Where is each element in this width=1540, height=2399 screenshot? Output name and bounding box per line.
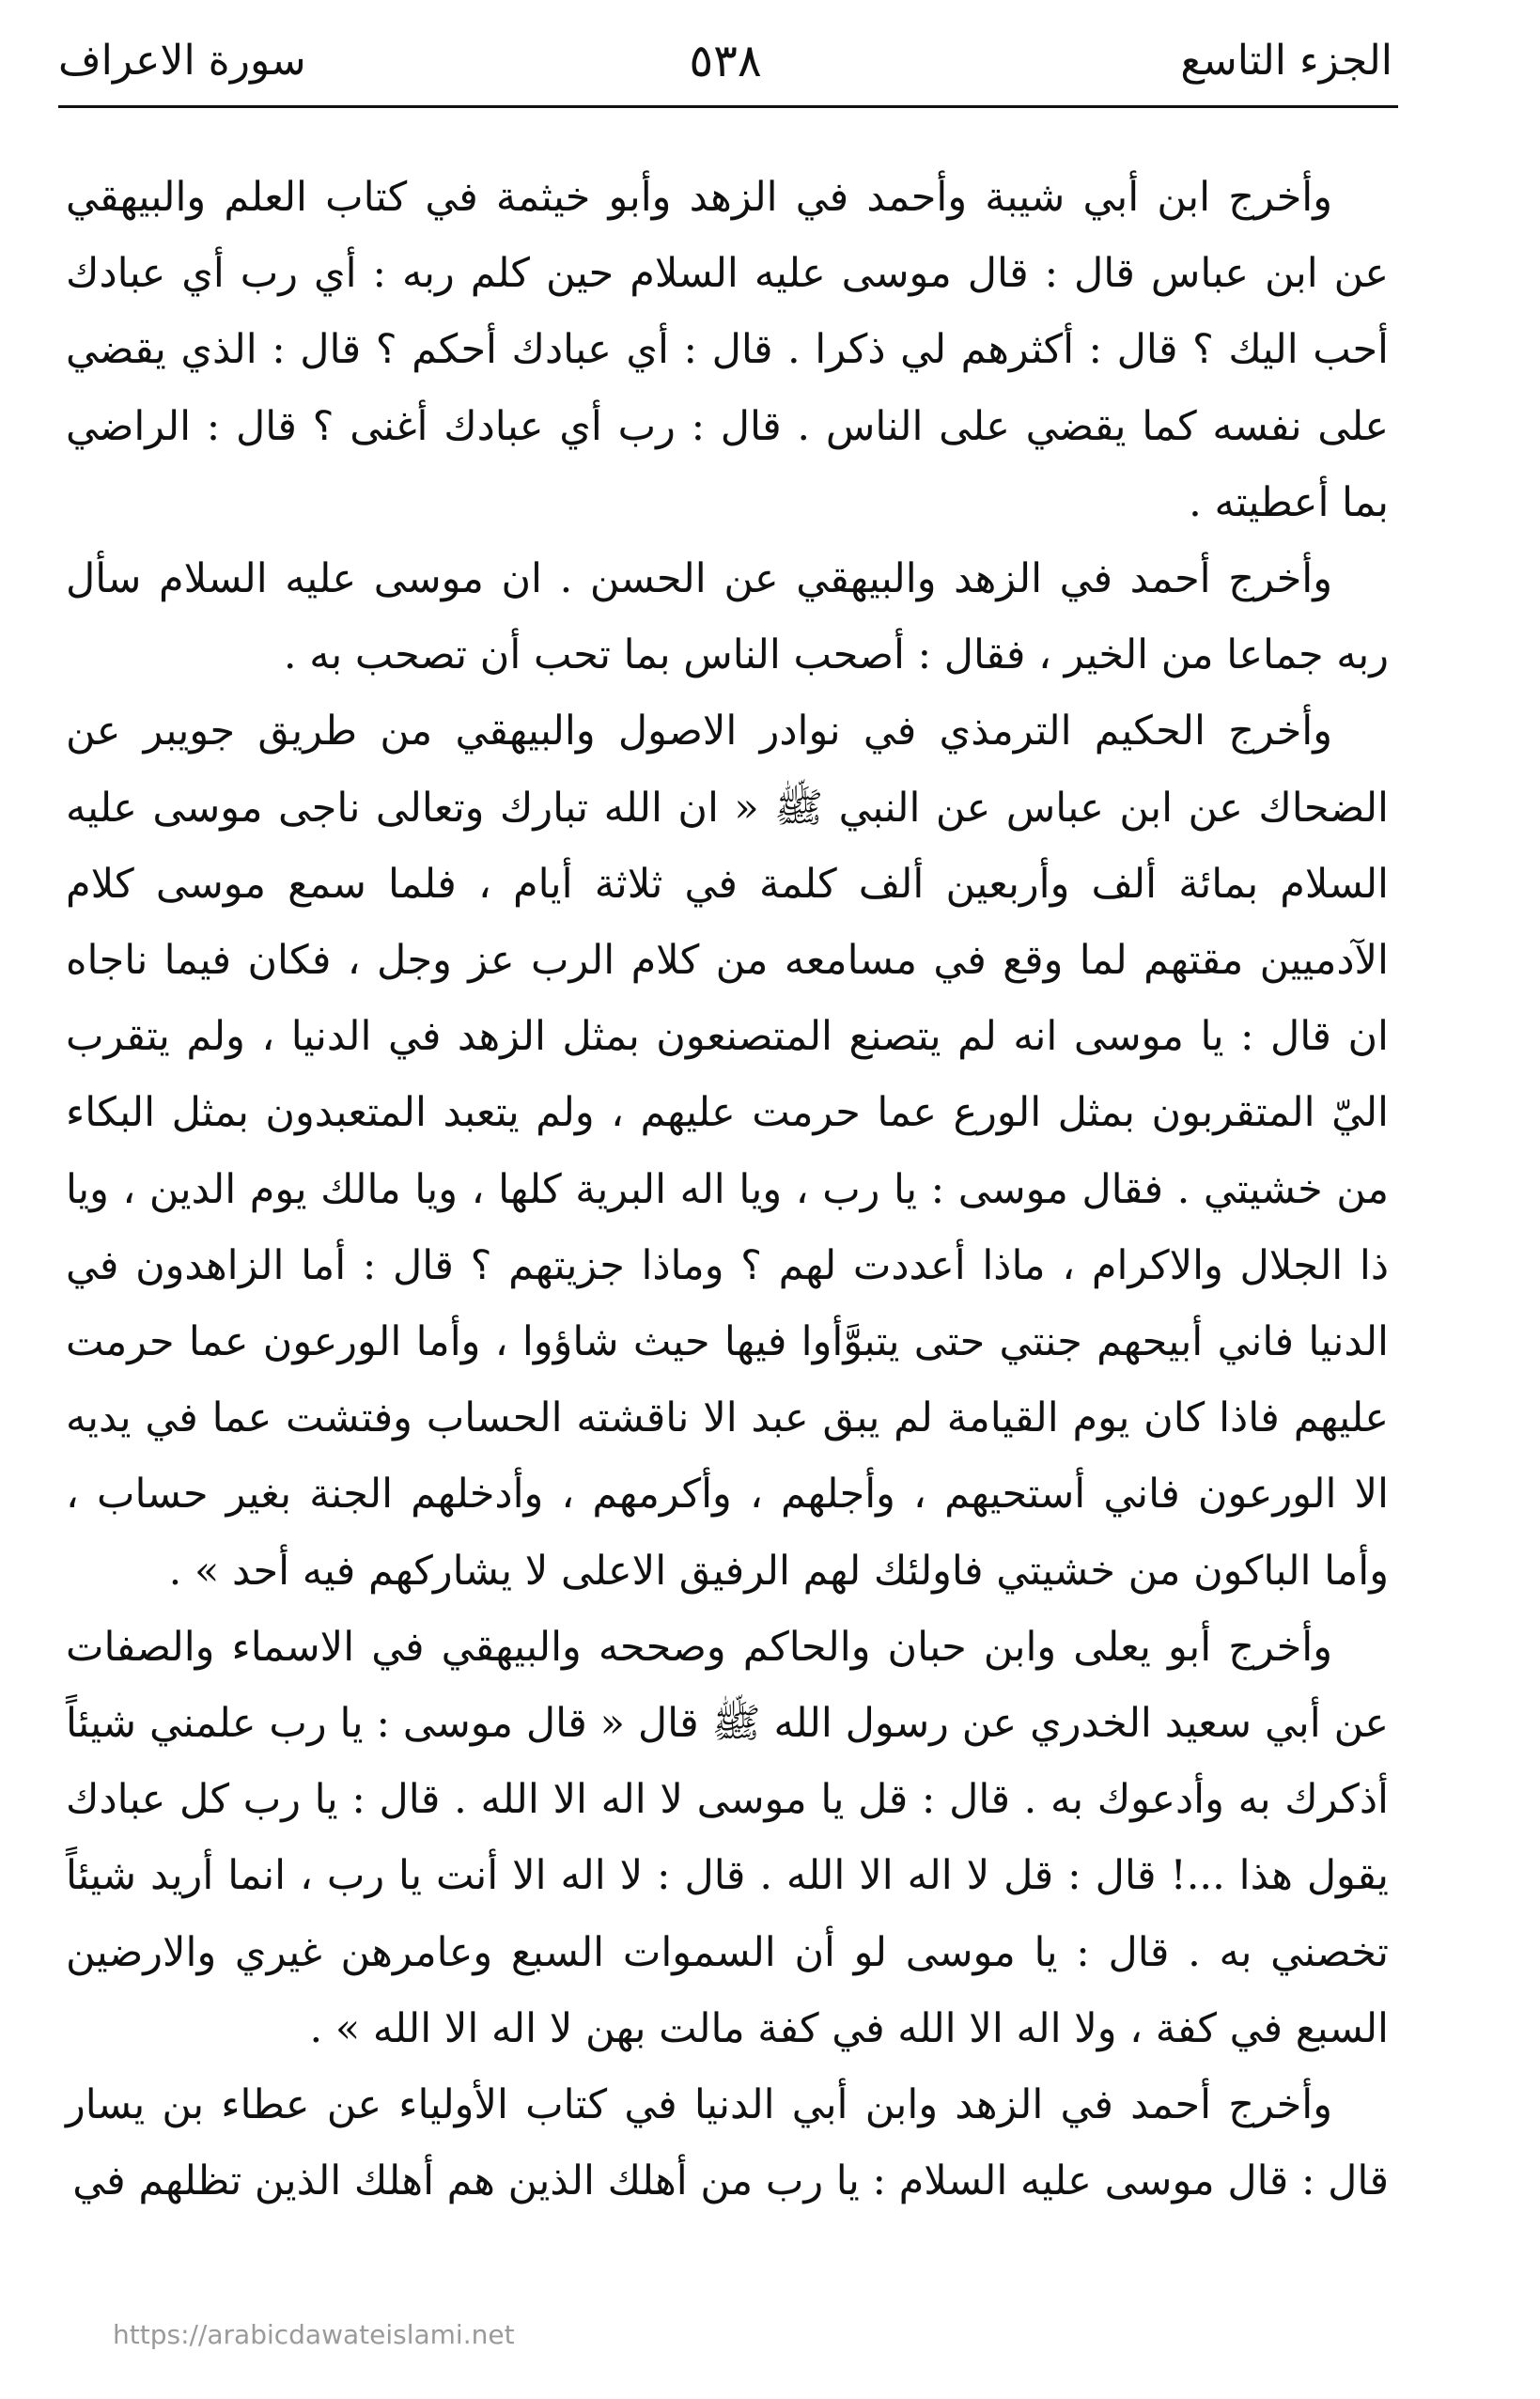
paragraph-2: وأخرج أحمد في الزهد والبيهقي عن الحسن . ان موسى عليه السلام سأل ربه جماعا من الخير ، فقال : أصحب الناس بما تحب أن تصحب به . — [66, 555, 1389, 679]
paragraph-4: وأخرج أبو يعلى وابن حبان والحاكم وصححه والبيهقي في الاسماء والصفات عن أبي سعيد الخدري عن رسول الله ﷺ قال « قال موسى : يا رب علمني شيئاً أذكرك به وأدعوك به . قال : قل يا موسى لا اله الا الله . قال : يا رب كل عبادك يقول هذا ...! قال : قل لا اله الا الله . قال : لا اله الا أنت يا رب ، انما أريد شيئاً تخصني به . قال : يا موسى لو أن السموات السبع وعامرهن غيري والارضين السبع في كفة ، ولا اله الا الله في كفة مالت بهن لا اله الا الله » . — [66, 1623, 1389, 2052]
paragraph-1: وأخرج ابن أبي شيبة وأحمد في الزهد وأبو خيثمة في كتاب العلم والبيهقي عن ابن عباس قال : قال موسى عليه السلام حين كلم ربه : أي رب أي عبادك أحب اليك ؟ قال : أكثرهم لي ذكرا . قال : أي عبادك أحكم ؟ قال : الذي يقضي على نفسه كما يقضي على الناس . قال : رب أي عبادك أغنى ؟ قال : الراضي بما أعطيته . — [66, 174, 1389, 526]
source-url: https://arabicdawateislami.net — [113, 2319, 515, 2350]
page-number: ٥٣٨ — [689, 35, 762, 87]
paragraph-5: وأخرج أحمد في الزهد وابن أبي الدنيا في كتاب الأولياء عن عطاء بن يسار قال : قال موسى عليه السلام : يا رب من أهلك الذين هم أهلك الذين تظلهم في — [66, 2081, 1389, 2205]
surah-label: سورة الاعراف — [58, 37, 306, 85]
page-body — [66, 160, 1389, 2220]
part-label: الجزء التاسع — [1180, 37, 1392, 85]
paragraph-3: وأخرج الحكيم الترمذي في نوادر الاصول والبيهقي من طريق جويبر عن الضحاك عن ابن عباس عن النبي ﷺ « ان الله تبارك وتعالى ناجى موسى عليه السلام بمائة ألف وأربعين ألف كلمة في ثلاثة أيام ، فلما سمع موسى كلام الآدميين مقتهم لما وقع في مسامعه من كلام الرب عز وجل ، فكان فيما ناجاه ان قال : يا موسى انه لم يتصنع المتصنعون بمثل الزهد في الدنيا ، ولم يتقرب اليّ المتقربون بمثل الورع عما حرمت عليهم ، ولم يتعبد المتعبدون بمثل البكاء من خشيتي . فقال موسى : يا رب ، ويا اله البرية كلها ، ويا مالك يوم الدين ، ويا ذا الجلال والاكرام ، ماذا أعددت لهم ؟ وماذا جزيتهم ؟ قال : أما الزاهدون في الدنيا فاني أبيحهم جنتي حتى يتبوَّأوا فيها حيث شاؤوا ، وأما الورعون عما حرمت عليهم فاذا كان يوم القيامة لم يبق عبد الا ناقشته الحساب وفتشت عما في يديه الا الورعون فاني أستحيهم ، وأجلهم ، وأكرمهم ، وأدخلهم الجنة بغير حساب ، وأما الباكون من خشيتي فاولئك لهم الرفيق الاعلى لا يشاركهم فيه أحد » . — [66, 708, 1389, 1595]
page-header — [58, 28, 1392, 94]
header-divider — [58, 105, 1398, 108]
